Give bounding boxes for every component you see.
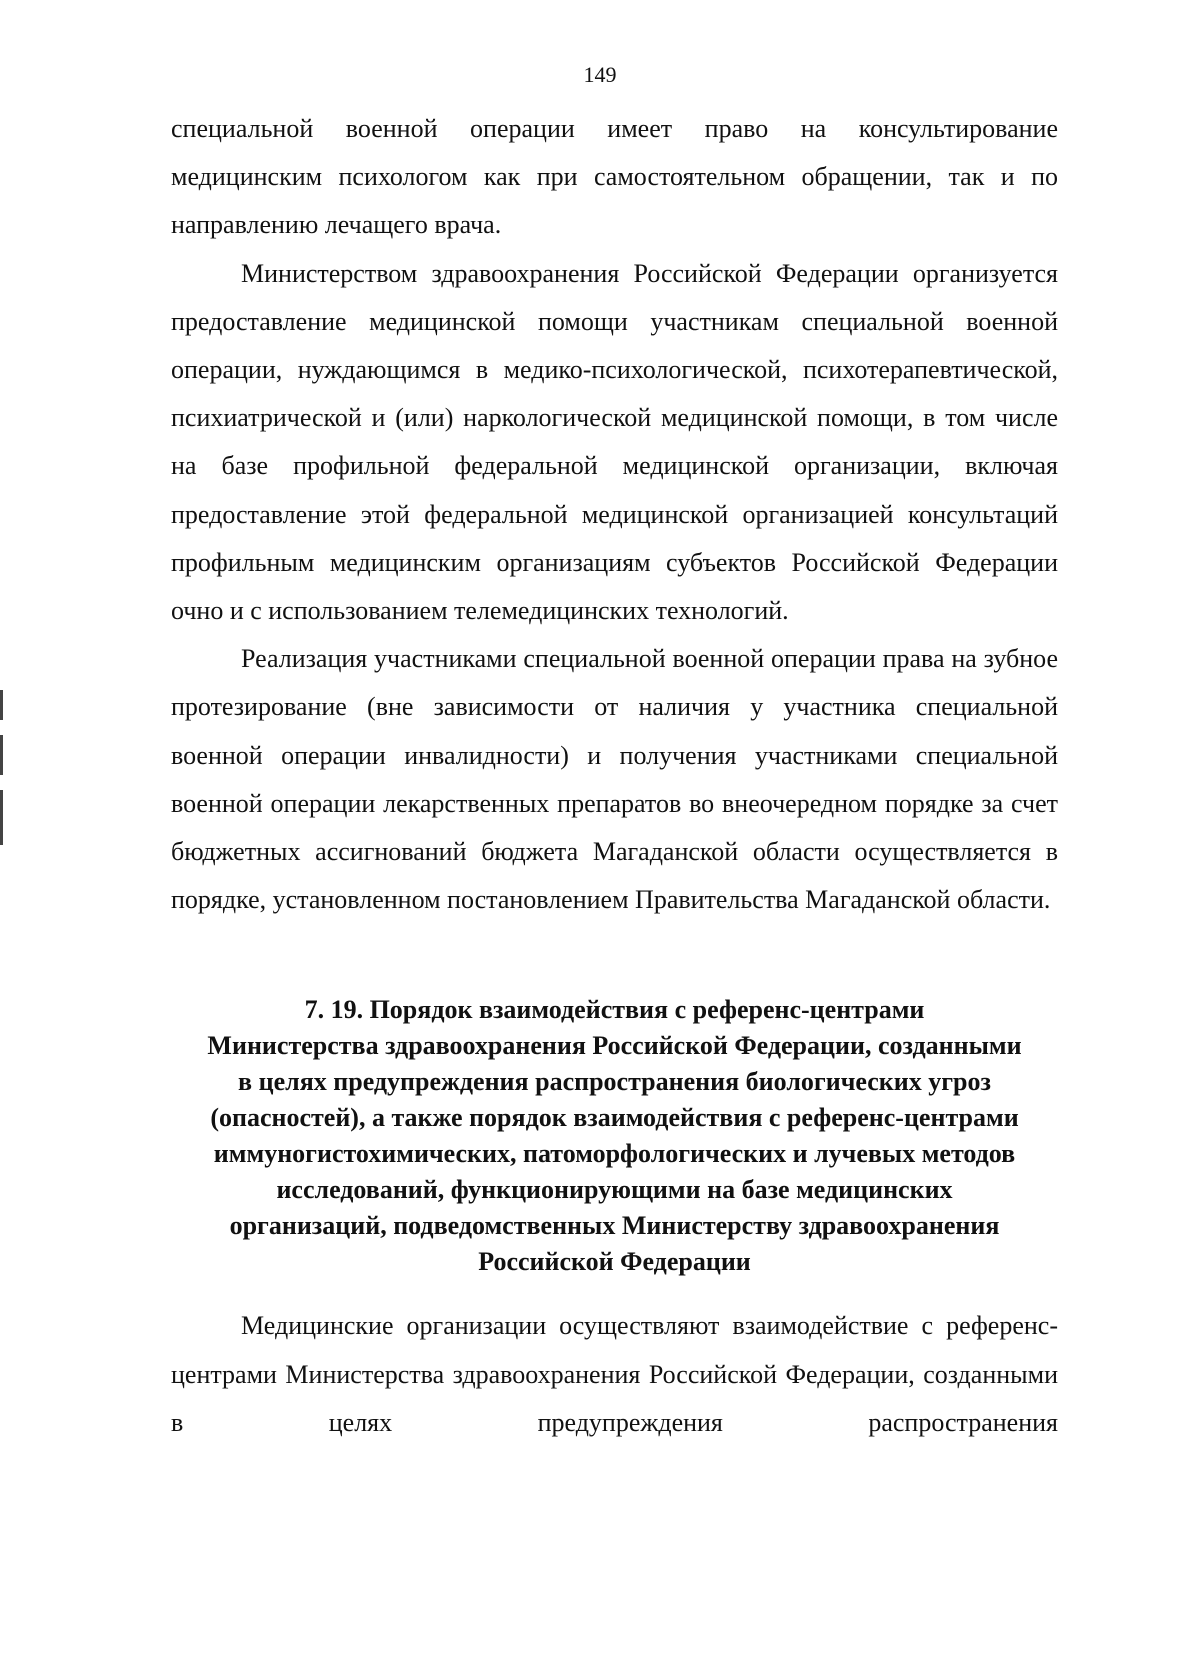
paragraph-continuation: специальной военной операции имеет право на консультирование медицинским психологом как при самостоятельном обращении, так и по направлению лечащего врача. (171, 114, 1058, 240)
heading-line: исследований, функционирующими на базе медицинских (276, 1175, 953, 1205)
document-body (171, 105, 1058, 1447)
scan-edge-mark (0, 790, 3, 845)
heading-line: (опасностей), а также порядок взаимодействия с референс-центрами (210, 1103, 1019, 1133)
scan-edge-mark (0, 735, 3, 775)
paragraph-ministry-care: Министерством здравоохранения Российской Федерации организуется предоставление медицинской помощи участникам специальной военной операции, нуждающимся в медико-психологической, психотерапевтической, психиатрической и (или) наркологической медицинской помощи, в том числе на базе профильной федеральной медицинской организации, включая предоставление этой федеральной медицинской организацией консультаций профильным медицинским организациям субъектов Российской Федерации очно и с использованием телемедицинских технологий. (171, 258, 1058, 626)
heading-line: 7. 19. Порядок взаимодействия с референс-центрами (304, 995, 925, 1025)
paragraph-reference-centers: Медицинские организации осуществляют взаимодействие с референс-центрами Министерства здравоохранения Российской Федерации, созданными в целях предупреждения распространения (171, 1311, 1058, 1437)
heading-line: организаций, подведомственных Министерству здравоохранения (229, 1211, 1000, 1241)
heading-line: в целях предупреждения распространения биологических угроз (238, 1067, 991, 1097)
heading-line: Министерства здравоохранения Российской Федерации, созданными (207, 1031, 1022, 1061)
paragraph-dental-prosthetics: Реализация участниками специальной военной операции права на зубное протезирование (вне зависимости от наличия у участника специальной военной операции инвалидности) и получения участниками специальной военной операции лекарственных препаратов во внеочередном порядке за счет бюджетных ассигнований бюджета Магаданской области осуществляется в порядке, установленном постановлением Правительства Магаданской области. (171, 644, 1058, 915)
heading-line: Российской Федерации (478, 1247, 751, 1277)
section-heading (171, 992, 1058, 1280)
page-number: 149 (583, 62, 617, 87)
heading-line: иммуногистохимических, патоморфологических и лучевых методов (213, 1139, 1016, 1169)
scan-edge-mark (0, 690, 3, 720)
